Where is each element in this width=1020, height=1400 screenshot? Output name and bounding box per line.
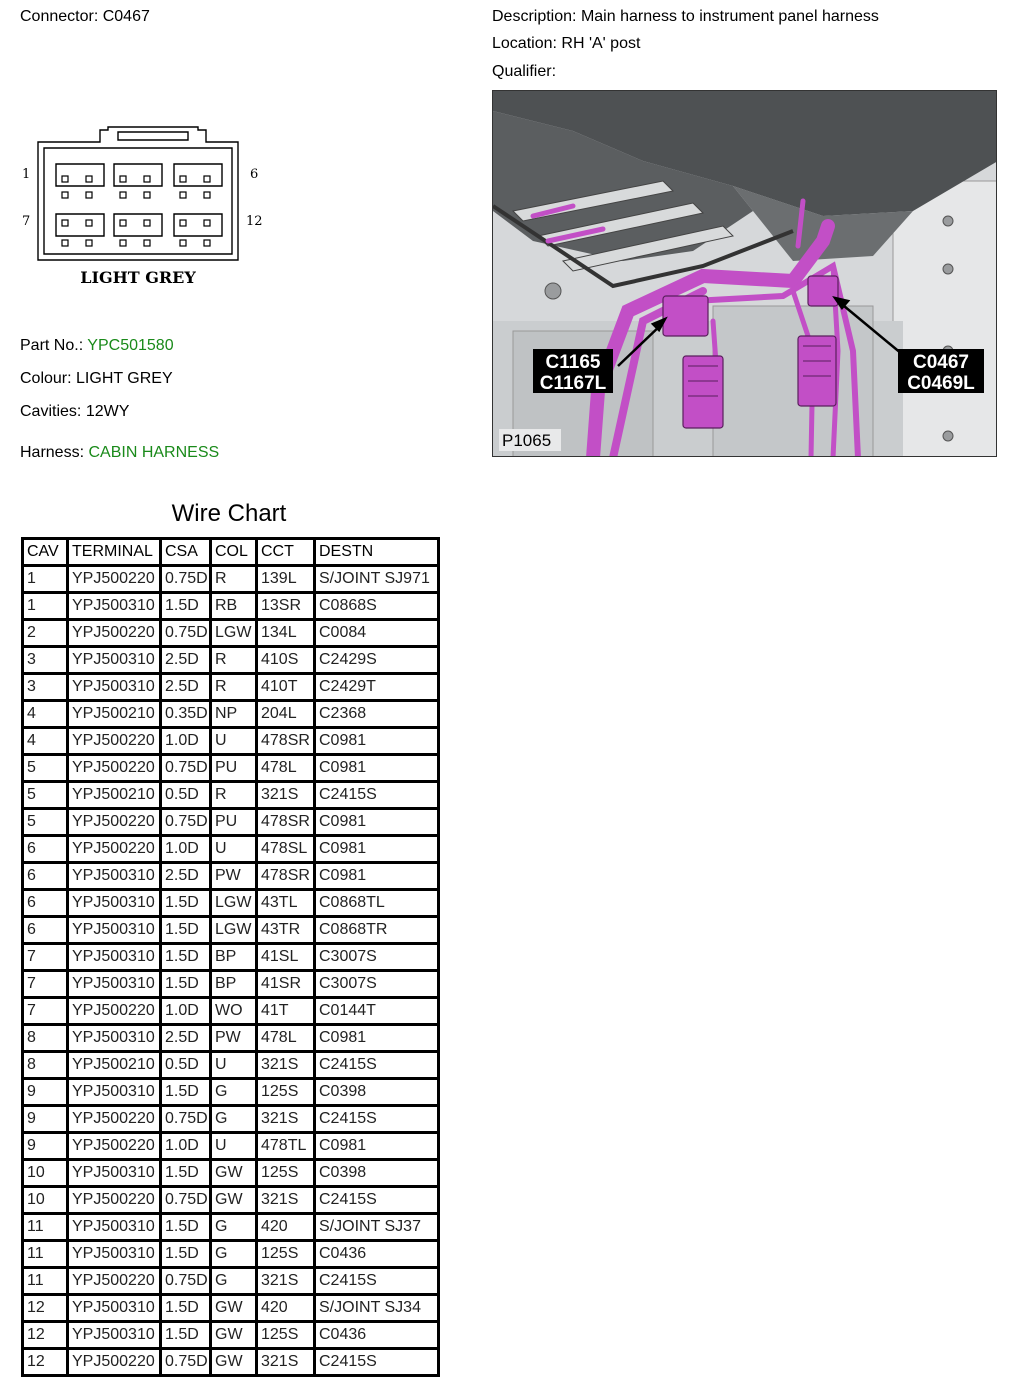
cell-destn: S/JOINT SJ37 <box>315 1214 439 1241</box>
cell-destn: C0981 <box>315 1025 439 1052</box>
cell-cav: 5 <box>23 755 68 782</box>
table-row <box>23 890 439 917</box>
cell-cav: 4 <box>23 728 68 755</box>
cell-col: U <box>211 836 257 863</box>
cell-cav: 6 <box>23 836 68 863</box>
cell-csa: 2.5D <box>161 674 211 701</box>
cell-cav: 1 <box>23 566 68 593</box>
cell-cav: 11 <box>23 1268 68 1295</box>
table-row <box>23 647 439 674</box>
cell-cav: 7 <box>23 971 68 998</box>
col-header-col: COL <box>211 539 257 566</box>
cell-col: R <box>211 647 257 674</box>
cell-col: GW <box>211 1322 257 1349</box>
cell-col: PU <box>211 809 257 836</box>
cell-col: RB <box>211 593 257 620</box>
cell-col: R <box>211 674 257 701</box>
cell-destn: C0868S <box>315 593 439 620</box>
cell-csa: 1.5D <box>161 1241 211 1268</box>
cell-csa: 1.5D <box>161 1322 211 1349</box>
cell-csa: 1.5D <box>161 593 211 620</box>
cell-terminal: YPJ500220 <box>68 1106 161 1133</box>
cell-destn: C2415S <box>315 1349 439 1376</box>
cell-cct: 478SR <box>257 728 315 755</box>
cell-cav: 8 <box>23 1025 68 1052</box>
cell-csa: 1.0D <box>161 728 211 755</box>
pin-label-6: 6 <box>250 167 259 182</box>
cell-terminal: YPJ500220 <box>68 1133 161 1160</box>
cell-col: PW <box>211 1025 257 1052</box>
table-row <box>23 1160 439 1187</box>
cell-destn: C0868TL <box>315 890 439 917</box>
cell-csa: 0.75D <box>161 620 211 647</box>
table-row <box>23 1133 439 1160</box>
part-no-value: YPC501580 <box>87 337 174 354</box>
connector-id: C0467 <box>102 8 150 25</box>
cell-col: NP <box>211 701 257 728</box>
cell-terminal: YPJ500310 <box>68 593 161 620</box>
cell-terminal: YPJ500310 <box>68 674 161 701</box>
table-row <box>23 593 439 620</box>
cell-destn: C0981 <box>315 755 439 782</box>
cell-destn: C2429S <box>315 647 439 674</box>
table-row <box>23 674 439 701</box>
cell-cav: 9 <box>23 1079 68 1106</box>
cell-terminal: YPJ500220 <box>68 1187 161 1214</box>
table-row <box>23 1295 439 1322</box>
cell-cav: 1 <box>23 593 68 620</box>
cell-terminal: YPJ500310 <box>68 1160 161 1187</box>
part-no-label: Part No.: <box>20 337 84 354</box>
cell-cct: 41SL <box>257 944 315 971</box>
cell-cav: 5 <box>23 782 68 809</box>
table-row <box>23 971 439 998</box>
callout-right-line2: C0469L <box>907 373 975 394</box>
pin-label-1: 1 <box>22 167 31 182</box>
cell-destn: C0144T <box>315 998 439 1025</box>
qualifier-line <box>492 63 556 81</box>
cell-terminal: YPJ500220 <box>68 809 161 836</box>
cell-terminal: YPJ500210 <box>68 1052 161 1079</box>
cell-cav: 11 <box>23 1214 68 1241</box>
cell-cav: 9 <box>23 1106 68 1133</box>
cavity-row-top <box>56 164 222 186</box>
cell-terminal: YPJ500310 <box>68 1079 161 1106</box>
cell-cct: 43TR <box>257 917 315 944</box>
cell-csa: 1.0D <box>161 1133 211 1160</box>
cell-destn: S/JOINT SJ34 <box>315 1295 439 1322</box>
cell-cav: 12 <box>23 1295 68 1322</box>
cell-cav: 3 <box>23 647 68 674</box>
cell-col: LGW <box>211 620 257 647</box>
cell-terminal: YPJ500310 <box>68 971 161 998</box>
cell-cav: 11 <box>23 1241 68 1268</box>
cell-destn: C2429T <box>315 674 439 701</box>
cell-csa: 1.0D <box>161 836 211 863</box>
table-row <box>23 917 439 944</box>
cell-cav: 6 <box>23 890 68 917</box>
cell-terminal: YPJ500310 <box>68 917 161 944</box>
cell-destn: C2415S <box>315 1106 439 1133</box>
table-row <box>23 1268 439 1295</box>
cell-csa: 0.35D <box>161 701 211 728</box>
cell-col: LGW <box>211 890 257 917</box>
cell-cct: 420 <box>257 1214 315 1241</box>
cell-cav: 6 <box>23 863 68 890</box>
colour-label: Colour: <box>20 370 72 387</box>
cell-cct: 478TL <box>257 1133 315 1160</box>
location-value: RH 'A' post <box>561 35 641 52</box>
cell-terminal: YPJ500310 <box>68 944 161 971</box>
cell-destn: C2415S <box>315 1187 439 1214</box>
cell-terminal: YPJ500220 <box>68 566 161 593</box>
cell-csa: 0.75D <box>161 809 211 836</box>
cavities-line <box>20 403 129 421</box>
cell-cct: 41T <box>257 998 315 1025</box>
table-row <box>23 620 439 647</box>
cell-cct: 125S <box>257 1079 315 1106</box>
cell-cav: 4 <box>23 701 68 728</box>
cell-terminal: YPJ500310 <box>68 1322 161 1349</box>
cell-destn: C2415S <box>315 1052 439 1079</box>
cell-destn: C0981 <box>315 836 439 863</box>
cell-cav: 5 <box>23 809 68 836</box>
cell-cav: 7 <box>23 944 68 971</box>
cell-csa: 1.5D <box>161 917 211 944</box>
cell-terminal: YPJ500210 <box>68 701 161 728</box>
cell-cct: 478L <box>257 755 315 782</box>
table-row <box>23 1187 439 1214</box>
cell-csa: 1.0D <box>161 998 211 1025</box>
cell-csa: 0.75D <box>161 566 211 593</box>
cell-col: GW <box>211 1187 257 1214</box>
cell-col: PU <box>211 755 257 782</box>
cell-terminal: YPJ500310 <box>68 1025 161 1052</box>
cell-csa: 1.5D <box>161 1214 211 1241</box>
harness-value: CABIN HARNESS <box>88 444 220 461</box>
cell-cav: 6 <box>23 917 68 944</box>
cell-cav: 7 <box>23 998 68 1025</box>
table-row <box>23 701 439 728</box>
description-line <box>492 8 879 26</box>
cell-destn: C0436 <box>315 1241 439 1268</box>
cell-terminal: YPJ500220 <box>68 755 161 782</box>
cell-cct: 204L <box>257 701 315 728</box>
wire-chart-header-row <box>23 539 439 566</box>
harness-label: Harness: <box>20 444 85 461</box>
qualifier-label: Qualifier: <box>492 63 557 80</box>
cell-csa: 0.75D <box>161 1268 211 1295</box>
cell-csa: 2.5D <box>161 1025 211 1052</box>
cell-cav: 9 <box>23 1133 68 1160</box>
table-row <box>23 998 439 1025</box>
cell-destn: C0981 <box>315 863 439 890</box>
cell-terminal: YPJ500310 <box>68 1214 161 1241</box>
cell-csa: 0.75D <box>161 1106 211 1133</box>
cell-csa: 1.5D <box>161 1295 211 1322</box>
colour-value: LIGHT GREY <box>76 370 173 387</box>
col-header-cav: CAV <box>23 539 68 566</box>
cell-cct: 420 <box>257 1295 315 1322</box>
pin-label-12: 12 <box>246 214 263 229</box>
cavity-row-bottom <box>56 214 222 236</box>
cell-cct: 125S <box>257 1322 315 1349</box>
table-row <box>23 944 439 971</box>
housing-colour-label: LIGHT GREY <box>80 268 196 287</box>
cell-cct: 478L <box>257 1025 315 1052</box>
cell-cav: 10 <box>23 1187 68 1214</box>
cell-terminal: YPJ500220 <box>68 1268 161 1295</box>
description-value: Main harness to instrument panel harness <box>580 8 879 25</box>
cell-csa: 1.5D <box>161 971 211 998</box>
cell-destn: C0398 <box>315 1160 439 1187</box>
cell-csa: 0.5D <box>161 1052 211 1079</box>
cell-terminal: YPJ500310 <box>68 1241 161 1268</box>
cavities-value: 12WY <box>85 403 130 420</box>
cell-destn: C0981 <box>315 809 439 836</box>
cell-cct: 321S <box>257 1268 315 1295</box>
cell-cct: 321S <box>257 1052 315 1079</box>
cell-destn: C0398 <box>315 1079 439 1106</box>
cell-terminal: YPJ500220 <box>68 620 161 647</box>
cell-csa: 0.75D <box>161 1349 211 1376</box>
cell-col: GW <box>211 1160 257 1187</box>
cell-cct: 125S <box>257 1241 315 1268</box>
cell-destn: C0084 <box>315 620 439 647</box>
connector-face-diagram <box>18 120 278 295</box>
cell-cct: 410S <box>257 647 315 674</box>
cell-destn: C0436 <box>315 1322 439 1349</box>
cell-col: U <box>211 728 257 755</box>
cell-csa: 1.5D <box>161 1079 211 1106</box>
cell-csa: 0.5D <box>161 782 211 809</box>
cell-cct: 13SR <box>257 593 315 620</box>
cell-cct: 321S <box>257 1106 315 1133</box>
cell-csa: 1.5D <box>161 944 211 971</box>
table-row <box>23 782 439 809</box>
cell-col: R <box>211 566 257 593</box>
table-row <box>23 836 439 863</box>
callout-right-line1: C0467 <box>913 352 969 373</box>
wire-chart-title: Wire Chart <box>171 500 287 527</box>
col-header-terminal: TERMINAL <box>68 539 161 566</box>
cell-destn: C0868TR <box>315 917 439 944</box>
cell-cct: 41SR <box>257 971 315 998</box>
table-row <box>23 566 439 593</box>
cell-col: G <box>211 1106 257 1133</box>
cavities-label: Cavities: <box>20 403 82 420</box>
table-row <box>23 755 439 782</box>
cell-col: G <box>211 1241 257 1268</box>
table-row <box>23 1349 439 1376</box>
callout-left-line2: C1167L <box>539 373 607 394</box>
wire-chart-table <box>21 537 440 1377</box>
location-illustration <box>492 90 997 457</box>
cell-terminal: YPJ500310 <box>68 890 161 917</box>
cell-col: GW <box>211 1295 257 1322</box>
cell-col: U <box>211 1133 257 1160</box>
cell-col: WO <box>211 998 257 1025</box>
col-header-csa: CSA <box>161 539 211 566</box>
location-line <box>492 35 640 53</box>
cell-destn: C3007S <box>315 971 439 998</box>
part-no-line <box>20 337 174 355</box>
cell-terminal: YPJ500310 <box>68 647 161 674</box>
cell-destn: C2415S <box>315 782 439 809</box>
cell-terminal: YPJ500310 <box>68 1295 161 1322</box>
table-row <box>23 1106 439 1133</box>
cell-destn: C2368 <box>315 701 439 728</box>
location-label: Location: <box>492 35 557 52</box>
table-row <box>23 1214 439 1241</box>
cell-cct: 43TL <box>257 890 315 917</box>
cell-col: BP <box>211 944 257 971</box>
cell-cct: 134L <box>257 620 315 647</box>
cell-cav: 12 <box>23 1322 68 1349</box>
table-row <box>23 863 439 890</box>
cell-col: G <box>211 1268 257 1295</box>
wire-chart-body <box>23 566 439 1376</box>
cell-csa: 2.5D <box>161 647 211 674</box>
cell-cct: 478SR <box>257 863 315 890</box>
pin-label-7: 7 <box>22 214 31 229</box>
cell-col: G <box>211 1214 257 1241</box>
cell-cav: 10 <box>23 1160 68 1187</box>
cell-cav: 8 <box>23 1052 68 1079</box>
cell-cct: 478SR <box>257 809 315 836</box>
cell-csa: 1.5D <box>161 890 211 917</box>
cell-csa: 0.75D <box>161 755 211 782</box>
cell-col: R <box>211 782 257 809</box>
cell-terminal: YPJ500220 <box>68 728 161 755</box>
harness-line <box>20 444 219 462</box>
connector-label: Connector: <box>20 8 99 25</box>
cell-col: G <box>211 1079 257 1106</box>
cell-destn: C0981 <box>315 728 439 755</box>
cell-terminal: YPJ500210 <box>68 782 161 809</box>
table-row <box>23 1241 439 1268</box>
col-header-destn: DESTN <box>315 539 439 566</box>
colour-line <box>20 370 173 388</box>
cell-col: BP <box>211 971 257 998</box>
table-row <box>23 728 439 755</box>
cell-cct: 321S <box>257 1349 315 1376</box>
cell-destn: C0981 <box>315 1133 439 1160</box>
cell-destn: C2415S <box>315 1268 439 1295</box>
description-label: Description: <box>492 8 577 25</box>
cell-cct: 125S <box>257 1160 315 1187</box>
cell-csa: 1.5D <box>161 1160 211 1187</box>
cell-col: GW <box>211 1349 257 1376</box>
table-row <box>23 809 439 836</box>
cell-cct: 139L <box>257 566 315 593</box>
col-header-cct: CCT <box>257 539 315 566</box>
cell-col: U <box>211 1052 257 1079</box>
cell-cav: 12 <box>23 1349 68 1376</box>
cell-terminal: YPJ500220 <box>68 998 161 1025</box>
photo-reference: P1065 <box>502 431 552 450</box>
cell-terminal: YPJ500220 <box>68 836 161 863</box>
cell-col: LGW <box>211 917 257 944</box>
cell-cct: 321S <box>257 782 315 809</box>
table-row <box>23 1025 439 1052</box>
cell-csa: 0.75D <box>161 1187 211 1214</box>
callout-left-line1: C1165 <box>545 352 601 373</box>
cell-cav: 2 <box>23 620 68 647</box>
cell-destn: S/JOINT SJ971 <box>315 566 439 593</box>
cell-terminal: YPJ500220 <box>68 1349 161 1376</box>
cell-cct: 410T <box>257 674 315 701</box>
cell-cct: 321S <box>257 1187 315 1214</box>
table-row <box>23 1079 439 1106</box>
cell-csa: 2.5D <box>161 863 211 890</box>
table-row <box>23 1322 439 1349</box>
cell-col: PW <box>211 863 257 890</box>
cell-destn: C3007S <box>315 944 439 971</box>
cell-cav: 3 <box>23 674 68 701</box>
table-row <box>23 1052 439 1079</box>
cell-cct: 478SL <box>257 836 315 863</box>
connector-line <box>20 8 150 26</box>
cell-terminal: YPJ500310 <box>68 863 161 890</box>
location-illustration-svg <box>493 91 997 457</box>
